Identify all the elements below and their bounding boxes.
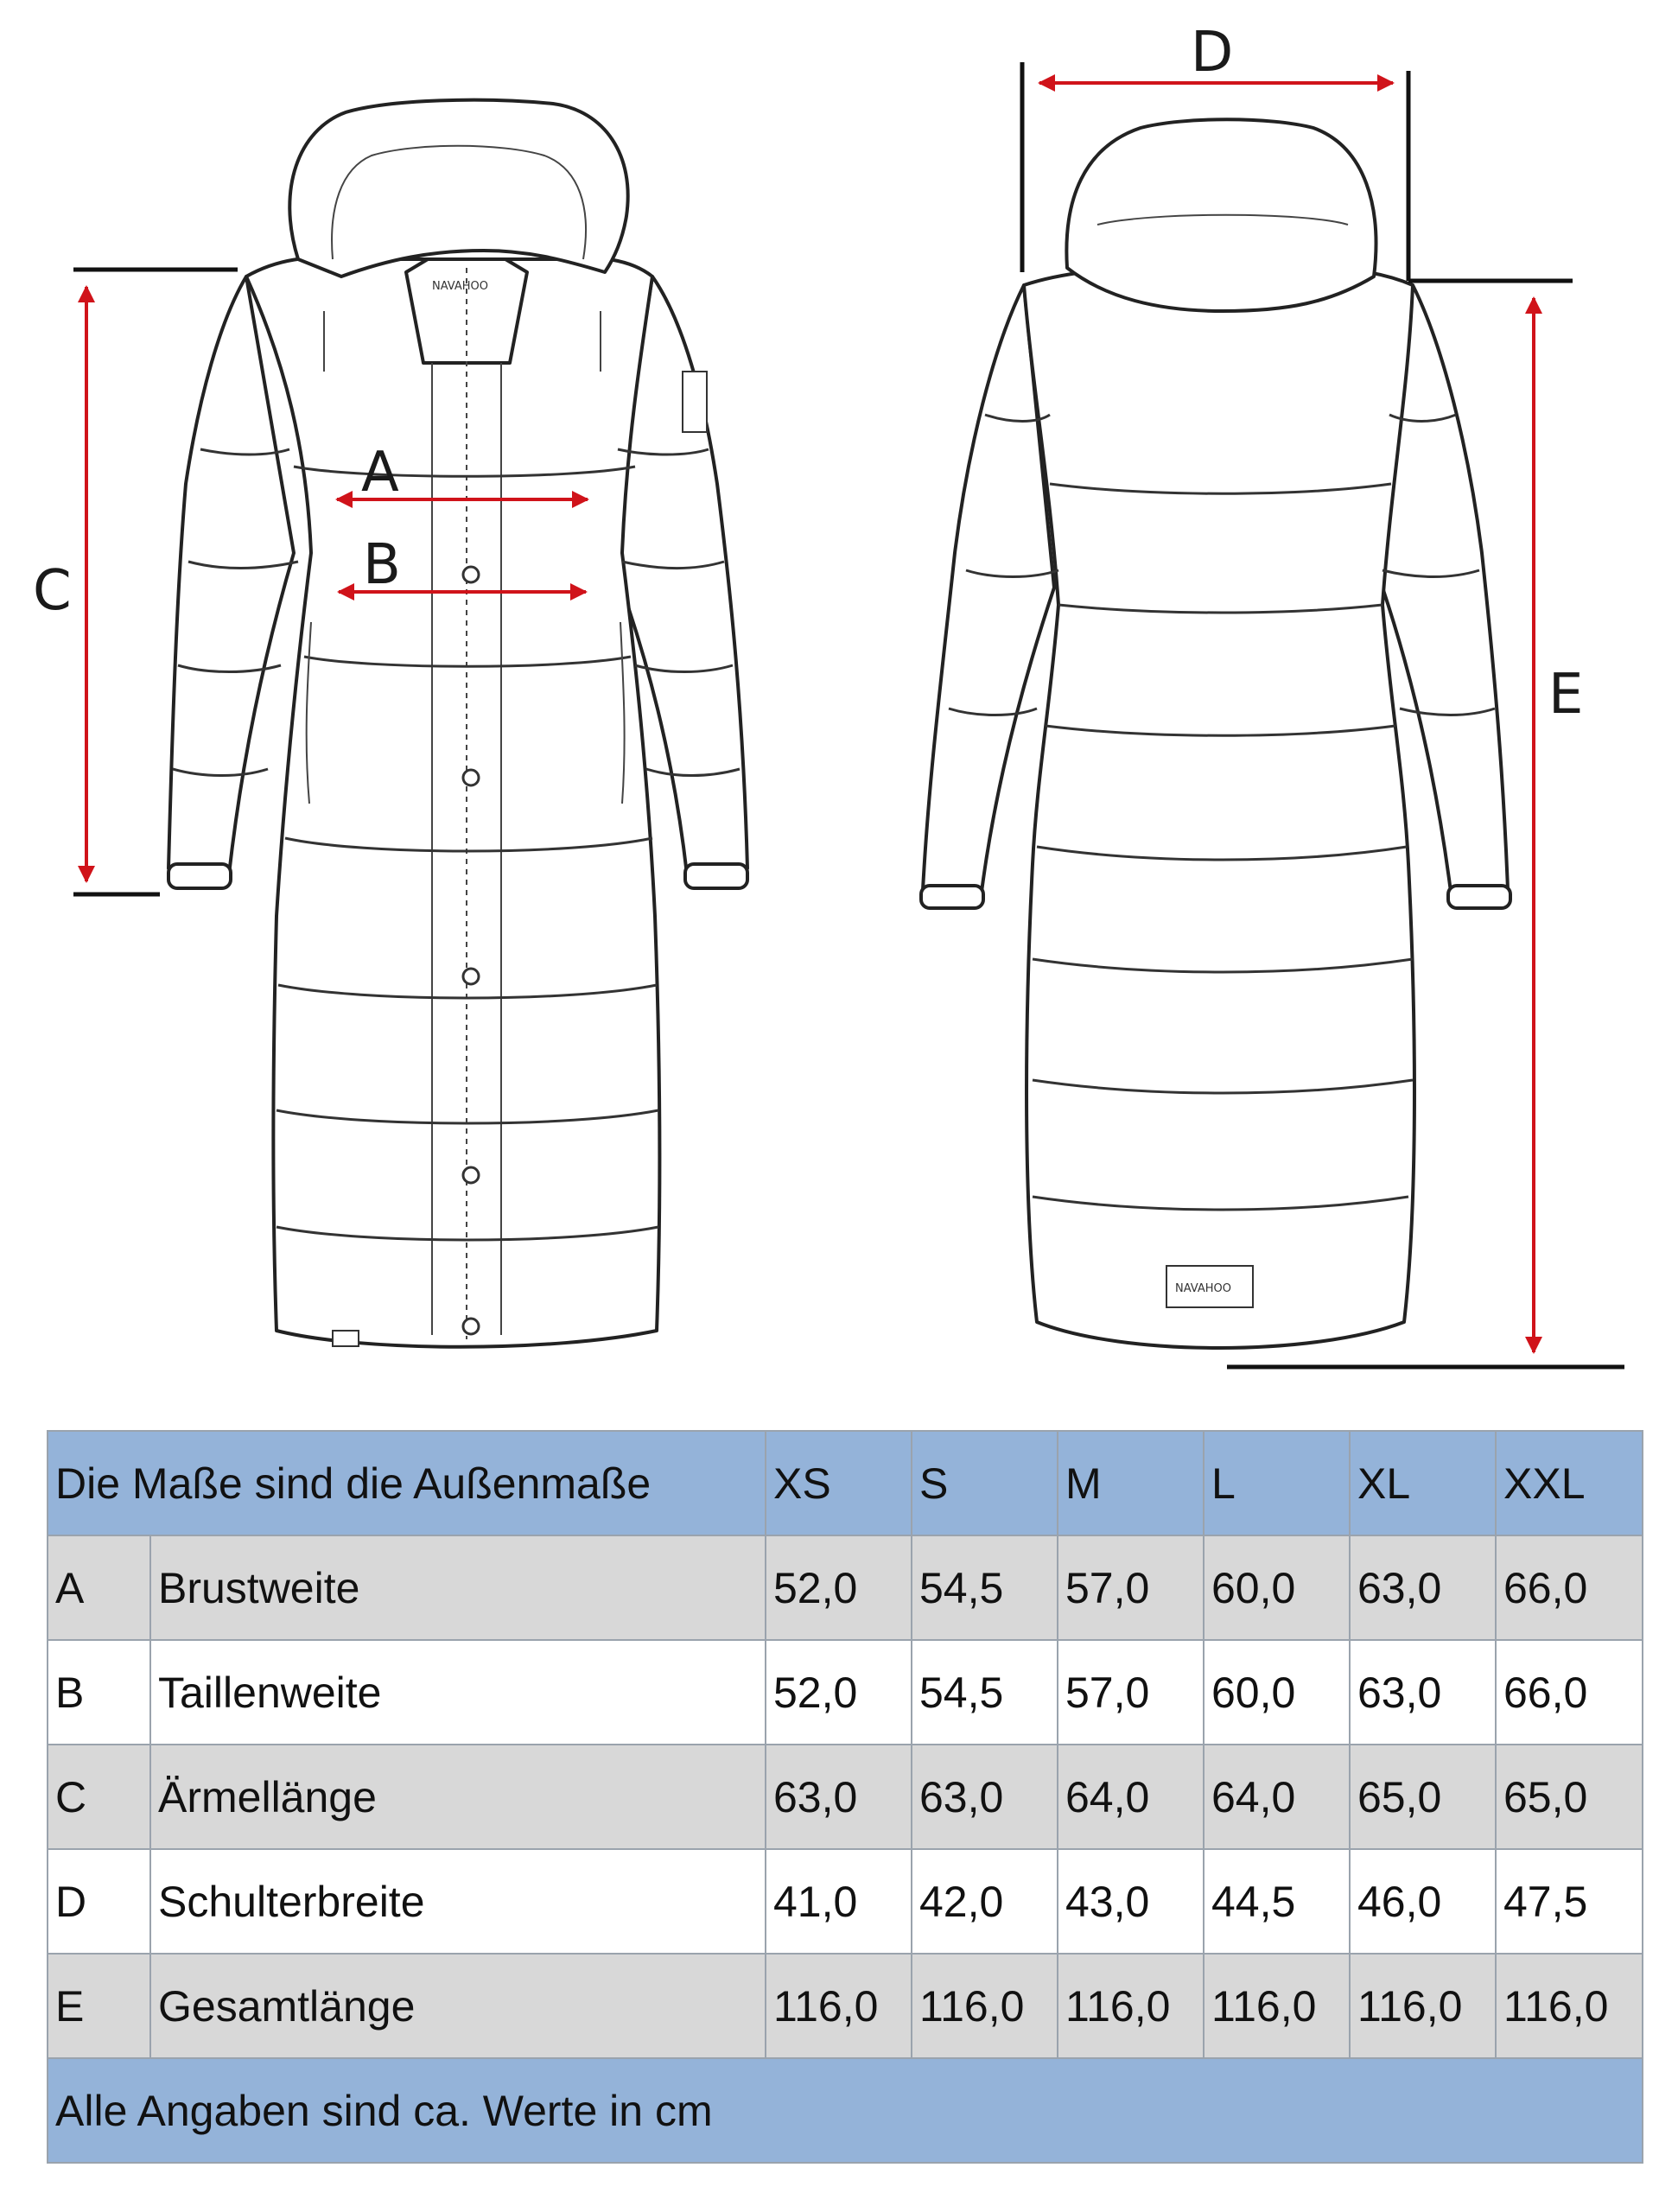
table-row	[48, 1849, 1643, 1954]
row-value: 43,0	[1058, 1849, 1204, 1954]
size-l: L	[1204, 1431, 1350, 1535]
table-row	[48, 1640, 1643, 1745]
label-d: D	[1191, 21, 1234, 85]
row-name: Schulterbreite	[150, 1849, 766, 1954]
row-value: 63,0	[912, 1745, 1058, 1849]
row-value: 54,5	[912, 1535, 1058, 1640]
row-value: 64,0	[1204, 1745, 1350, 1849]
row-code: A	[48, 1535, 150, 1640]
table-row	[48, 1745, 1643, 1849]
row-value: 116,0	[1204, 1954, 1350, 2058]
front-left-sleeve	[168, 276, 294, 874]
size-s: S	[912, 1431, 1058, 1535]
row-value: 52,0	[766, 1640, 912, 1745]
table-row	[48, 1954, 1643, 2058]
row-value: 60,0	[1204, 1640, 1350, 1745]
table-row	[48, 1535, 1643, 1640]
header-note: Die Maße sind die Außenmaße	[48, 1431, 766, 1535]
size-xxl: XXL	[1496, 1431, 1643, 1535]
size-xl: XL	[1350, 1431, 1496, 1535]
row-value: 66,0	[1496, 1535, 1643, 1640]
front-body	[246, 257, 660, 1347]
size-xs: XS	[766, 1431, 912, 1535]
row-value: 66,0	[1496, 1640, 1643, 1745]
row-value: 116,0	[766, 1954, 912, 2058]
row-value: 116,0	[1058, 1954, 1204, 2058]
label-a: A	[361, 441, 399, 505]
label-c: C	[33, 559, 72, 623]
table-header-row	[48, 1431, 1643, 1535]
row-value: 42,0	[912, 1849, 1058, 1954]
row-value: 47,5	[1496, 1849, 1643, 1954]
label-b: B	[363, 533, 401, 597]
row-name: Ärmellänge	[150, 1745, 766, 1849]
row-code: E	[48, 1954, 150, 2058]
row-value: 63,0	[1350, 1535, 1496, 1640]
row-value: 57,0	[1058, 1640, 1204, 1745]
table-footer-row	[48, 2058, 1643, 2163]
row-name: Gesamtlänge	[150, 1954, 766, 2058]
row-value: 46,0	[1350, 1849, 1496, 1954]
row-value: 65,0	[1496, 1745, 1643, 1849]
row-code: D	[48, 1849, 150, 1954]
size-m: M	[1058, 1431, 1204, 1535]
row-value: 44,5	[1204, 1849, 1350, 1954]
row-value: 64,0	[1058, 1745, 1204, 1849]
row-value: 60,0	[1204, 1535, 1350, 1640]
size-table	[47, 1430, 1643, 2164]
row-value: 41,0	[766, 1849, 912, 1954]
back-body	[1024, 268, 1414, 1348]
back-coat-illustration	[921, 119, 1510, 1348]
row-value: 54,5	[912, 1640, 1058, 1745]
row-name: Brustweite	[150, 1535, 766, 1640]
row-value: 63,0	[1350, 1640, 1496, 1745]
row-value: 116,0	[1350, 1954, 1496, 2058]
row-value: 65,0	[1350, 1745, 1496, 1849]
row-name: Taillenweite	[150, 1640, 766, 1745]
row-value: 52,0	[766, 1535, 912, 1640]
row-value: 63,0	[766, 1745, 912, 1849]
row-code: B	[48, 1640, 150, 1745]
brand-label-front: NAVAHOO	[432, 280, 488, 293]
row-code: C	[48, 1745, 150, 1849]
row-value: 116,0	[912, 1954, 1058, 2058]
row-value: 116,0	[1496, 1954, 1643, 2058]
brand-label-back: NAVAHOO	[1175, 1282, 1231, 1295]
label-e: E	[1548, 663, 1584, 727]
footer-note: Alle Angaben sind ca. Werte in cm	[48, 2058, 1643, 2163]
front-coat-illustration	[168, 100, 747, 1347]
row-value: 57,0	[1058, 1535, 1204, 1640]
